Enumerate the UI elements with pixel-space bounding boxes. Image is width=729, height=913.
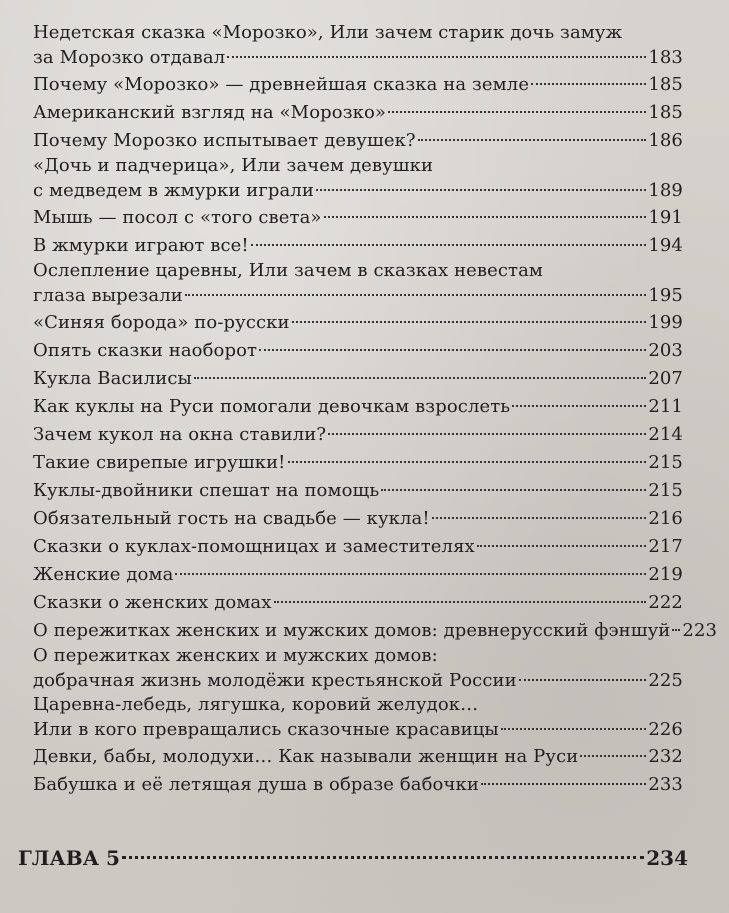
- toc-entry[interactable]: [33, 99, 683, 127]
- toc-entry[interactable]: [33, 232, 683, 260]
- toc-page-number: 215: [648, 480, 683, 501]
- toc-page-number: 186: [648, 130, 683, 151]
- dot-leader: [316, 189, 646, 191]
- toc-entry[interactable]: [33, 561, 683, 589]
- dot-leader: [288, 461, 647, 463]
- toc-entry[interactable]: [33, 743, 683, 771]
- chapter-label: ГЛАВА 5: [18, 846, 120, 870]
- toc-entry-line: [33, 771, 683, 799]
- toc-page-number: 185: [648, 74, 683, 95]
- dot-leader: [580, 755, 646, 757]
- toc-entry-line: [33, 44, 683, 71]
- toc-entry[interactable]: [33, 477, 683, 505]
- dot-leader: [292, 321, 647, 323]
- toc-entry[interactable]: [33, 337, 683, 365]
- dot-leader: [477, 545, 647, 547]
- toc-entry-line: [33, 71, 683, 99]
- toc-entry[interactable]: [33, 204, 683, 232]
- toc-entry-line: [33, 561, 683, 589]
- dot-leader: [388, 111, 646, 113]
- toc-entry[interactable]: [33, 645, 683, 694]
- toc-entry-title: Куклы-двойники спешат на помощь: [33, 480, 380, 501]
- toc-entry-title: Или в кого превращались сказочные красавицы: [33, 719, 499, 740]
- dot-leader: [274, 601, 647, 603]
- toc-page-number: 203: [648, 340, 683, 361]
- toc-entry-line: [33, 505, 683, 533]
- dot-leader: [481, 783, 646, 785]
- toc-entry-title: глаза вырезали: [33, 285, 183, 306]
- toc-entry-title: Девки, бабы, молодухи… Как называли женщин на Руси: [33, 746, 579, 767]
- toc-entry-line: [33, 694, 683, 716]
- toc-entry-title: Мышь — посол с «того света»: [33, 207, 322, 228]
- toc-page-number: 219: [648, 564, 683, 585]
- dot-leader: [122, 856, 644, 859]
- toc-entry[interactable]: [33, 260, 683, 309]
- toc-page-number: 211: [648, 396, 683, 417]
- toc-entry-title: Такие свирепые игрушки!: [33, 452, 286, 473]
- toc-entry-title: Зачем кукол на окна ставили?: [33, 424, 327, 445]
- toc-page-number: 214: [648, 424, 683, 445]
- dot-leader: [418, 139, 647, 141]
- toc-entry-title: Американский взгляд на «Морозко»: [33, 102, 387, 123]
- toc-entry-title: Ослепление царевны, Или зачем в сказках невестам: [33, 260, 544, 281]
- dot-leader: [519, 679, 647, 681]
- toc-page-number: 217: [648, 536, 683, 557]
- toc-entry[interactable]: [33, 505, 683, 533]
- toc-entry-title: О пережитках женских и мужских домов: древнерусский фэншуй: [33, 620, 671, 641]
- toc-entry-line: [33, 337, 683, 365]
- toc-entry-title: Бабушка и её летящая душа в образе бабочки: [33, 774, 479, 795]
- toc-entry[interactable]: [33, 589, 683, 617]
- toc-entry-line: [33, 260, 683, 282]
- toc-entry-title: «Дочь и падчерица», Или зачем девушки: [33, 155, 434, 176]
- toc-entry-title: добрачная жизнь молодёжи крестьянской России: [33, 670, 517, 691]
- toc-entry[interactable]: [33, 617, 718, 645]
- toc-page-number: 185: [648, 102, 683, 123]
- toc-entry-title: Обязательный гость на свадьбе — кукла!: [33, 508, 430, 529]
- dot-leader: [194, 377, 646, 379]
- dot-leader: [531, 83, 646, 85]
- toc-entry-title: за Морозко отдавал: [33, 47, 226, 68]
- dot-leader: [259, 349, 646, 351]
- toc-entry[interactable]: [33, 533, 683, 561]
- toc-entry-line: [33, 22, 683, 44]
- toc-entry-title: Почему «Морозко» — древнейшая сказка на земле: [33, 74, 530, 95]
- dot-leader: [432, 517, 647, 519]
- toc-entry-line: [33, 716, 683, 743]
- toc-entry[interactable]: [33, 365, 683, 393]
- toc-page-number: 191: [648, 207, 683, 228]
- toc-entry-line: [33, 365, 683, 393]
- chapter-page-number: 234: [646, 846, 688, 870]
- toc-entry-line: [33, 127, 683, 155]
- dot-leader: [328, 433, 646, 435]
- toc-entry-line: [33, 309, 683, 337]
- toc-entry-line: [33, 617, 718, 645]
- toc-entry-title: Почему Морозко испытывает девушек?: [33, 130, 416, 151]
- toc-page-number: 216: [648, 508, 683, 529]
- toc-entry-line: [33, 477, 683, 505]
- toc-page-number: 232: [648, 746, 683, 767]
- toc-entry[interactable]: [33, 393, 683, 421]
- toc-page-number: 195: [648, 285, 683, 306]
- toc-entry-line: [33, 449, 683, 477]
- toc-entry-line: [33, 533, 683, 561]
- dot-leader: [324, 216, 647, 218]
- toc-entry[interactable]: [33, 694, 683, 743]
- toc-entry-title: О пережитках женских и мужских домов:: [33, 645, 438, 666]
- toc-page-number: 215: [648, 452, 683, 473]
- toc-entry[interactable]: [33, 421, 683, 449]
- toc-entry-line: [33, 155, 683, 177]
- chapter-heading: [18, 843, 688, 873]
- toc-entry-title: Женские дома: [33, 564, 174, 585]
- toc-page-number: 223: [682, 620, 718, 641]
- toc-page-number: 222: [648, 592, 683, 613]
- toc-entry-line: [33, 589, 683, 617]
- toc-entry-line: [33, 667, 683, 694]
- toc-entry-line: [33, 99, 683, 127]
- toc-page-number: 233: [648, 774, 683, 795]
- toc-entry[interactable]: [33, 309, 683, 337]
- toc-entry-line: [33, 232, 683, 260]
- toc-page-number: 226: [648, 719, 683, 740]
- dot-leader: [381, 489, 646, 491]
- toc-entry-title: Кукла Василисы: [33, 368, 192, 389]
- toc-page-number: 183: [648, 47, 683, 68]
- toc-entry[interactable]: [33, 127, 683, 155]
- table-of-contents: [33, 22, 718, 799]
- toc-page-number: 199: [648, 312, 683, 333]
- toc-entry-line: [33, 393, 683, 421]
- toc-entry[interactable]: [33, 771, 683, 799]
- toc-entry-title: с медведем в жмурки играли: [33, 180, 314, 201]
- toc-entry-title: Как куклы на Руси помогали девочкам взрослеть: [33, 396, 511, 417]
- toc-entry-line: [33, 421, 683, 449]
- toc-entry-line: [33, 645, 683, 667]
- dot-leader: [185, 294, 646, 296]
- dot-leader: [512, 405, 646, 407]
- toc-entry-line: [33, 204, 683, 232]
- toc-entry-line: [33, 177, 683, 204]
- toc-entry-title: Недетская сказка «Морозко», Или зачем старик дочь замуж: [33, 22, 623, 43]
- dot-leader: [672, 629, 680, 631]
- toc-page-number: 207: [648, 368, 683, 389]
- dot-leader: [175, 573, 646, 575]
- dot-leader: [251, 244, 647, 246]
- toc-entry-line: [33, 743, 683, 771]
- toc-entry-title: Царевна-лебедь, лягушка, коровий желудок…: [33, 694, 479, 715]
- dot-leader: [501, 728, 647, 730]
- toc-entry[interactable]: [33, 155, 683, 204]
- toc-entry-title: Опять сказки наоборот: [33, 340, 258, 361]
- toc-entry-title: «Синяя борода» по-русски: [33, 312, 290, 333]
- toc-entry[interactable]: [33, 71, 683, 99]
- toc-entry-title: Сказки о женских домах: [33, 592, 272, 613]
- dot-leader: [227, 56, 646, 58]
- toc-entry-title: Сказки о куклах-помощницах и заместителях: [33, 536, 475, 557]
- toc-page-number: 189: [648, 180, 683, 201]
- toc-entry[interactable]: [33, 22, 683, 71]
- toc-page-number: 194: [648, 235, 683, 256]
- toc-entry[interactable]: [33, 449, 683, 477]
- toc-page-number: 225: [648, 670, 683, 691]
- toc-entry-line: [33, 282, 683, 309]
- toc-entry-title: В жмурки играют все!: [33, 235, 249, 256]
